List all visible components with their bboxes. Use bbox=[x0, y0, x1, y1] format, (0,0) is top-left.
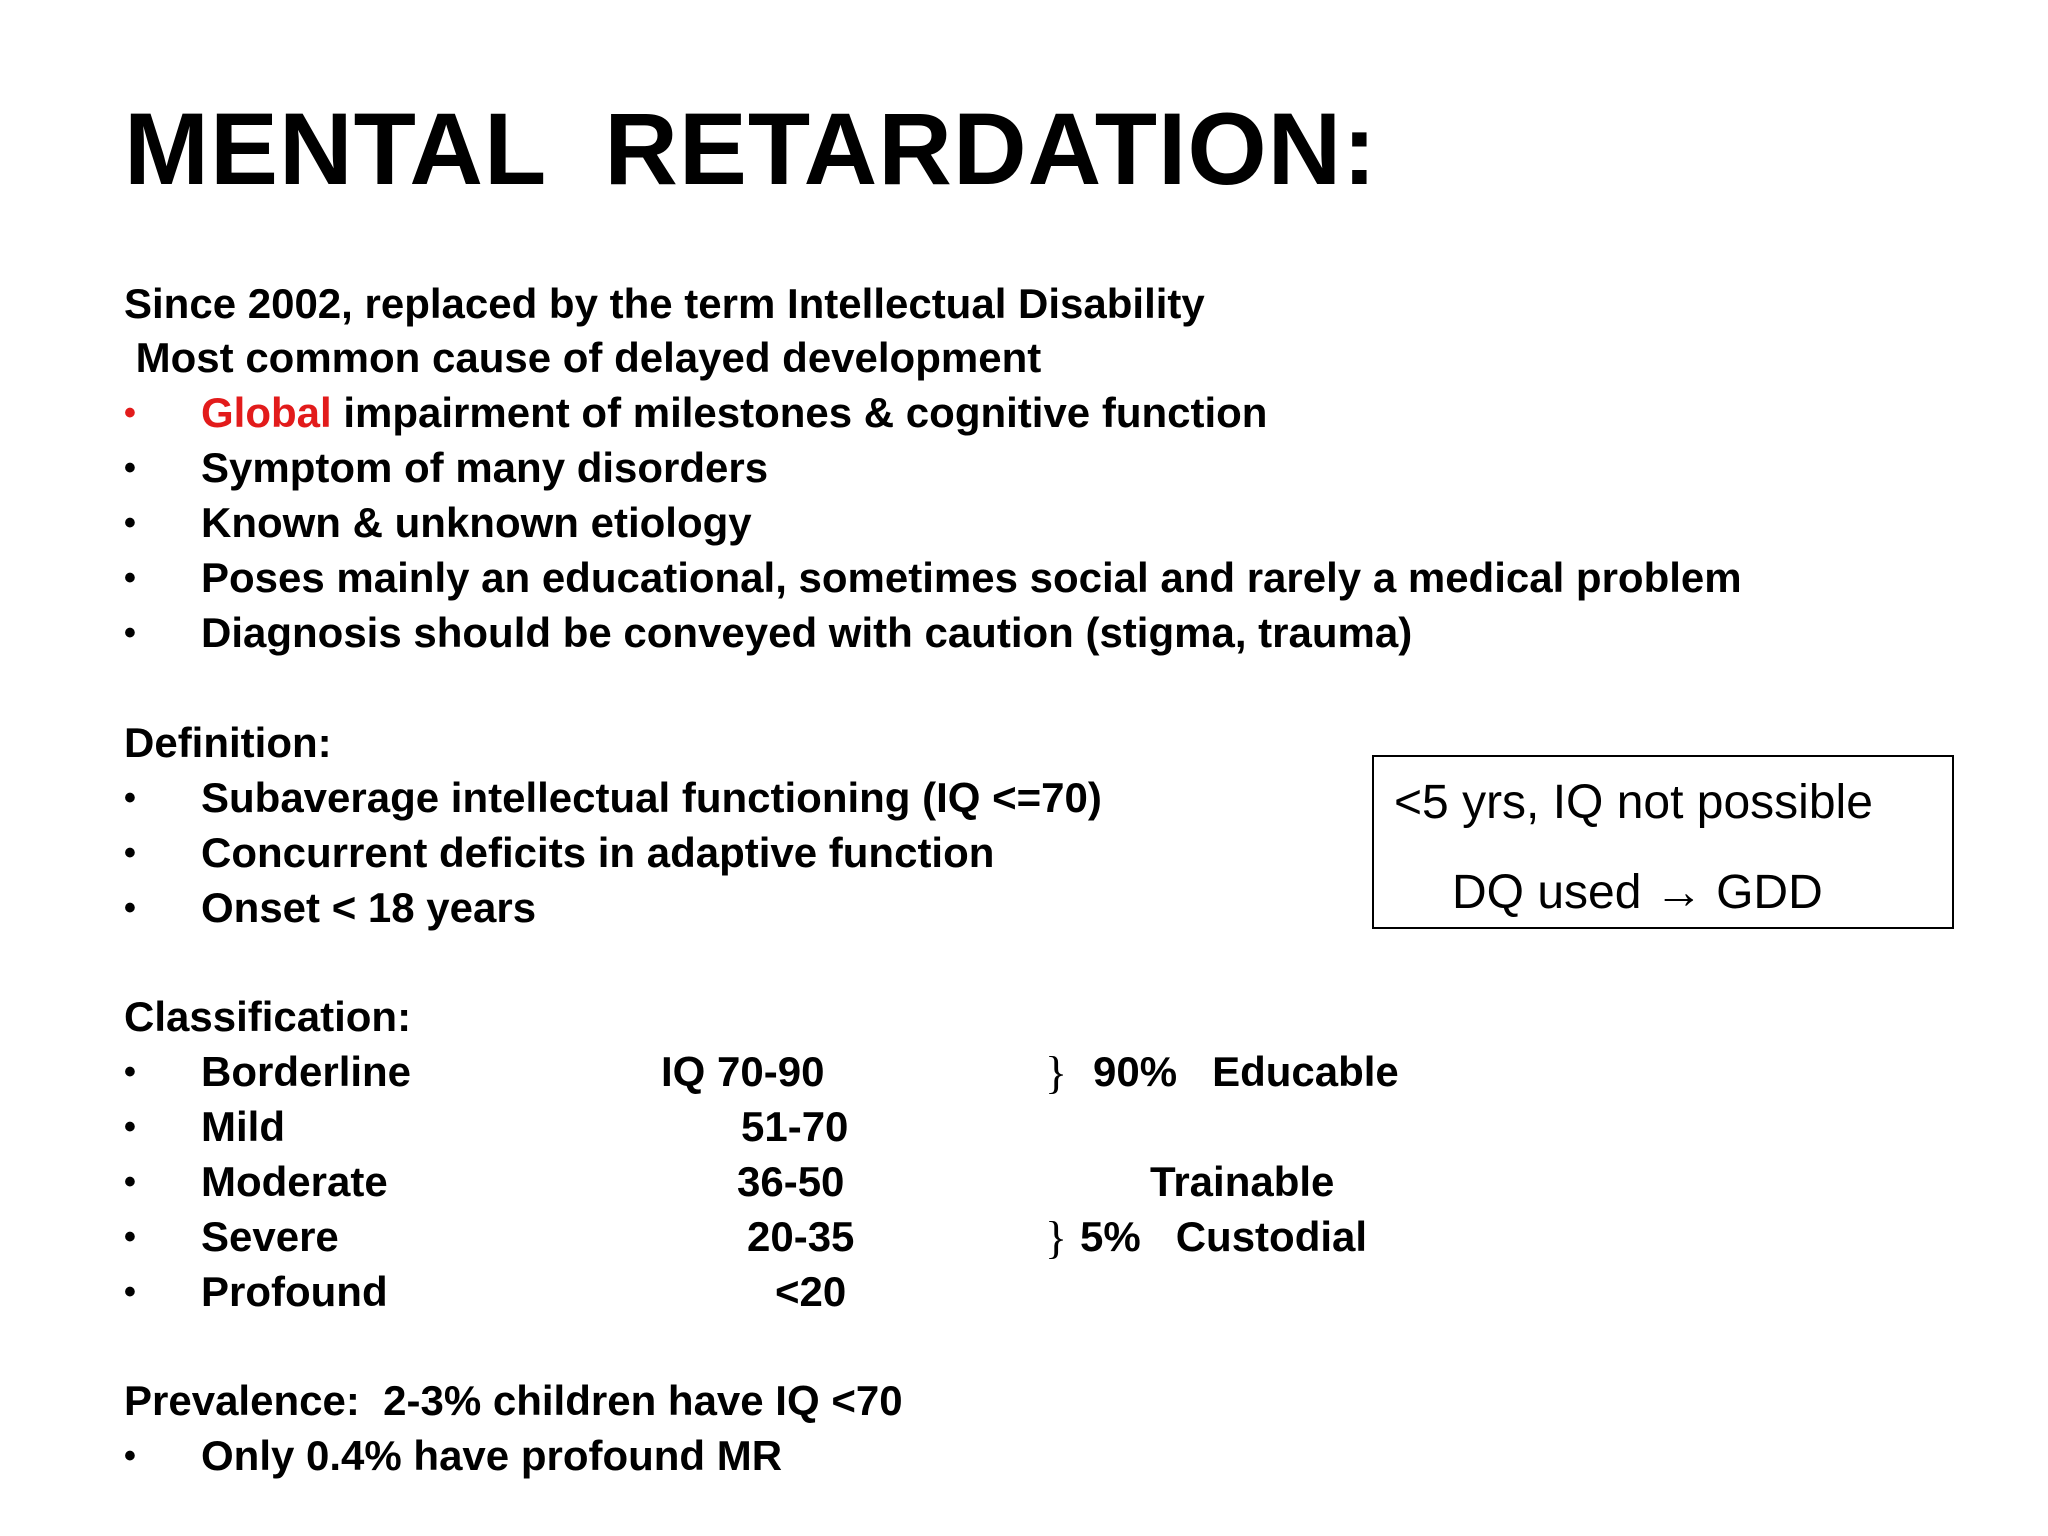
prevalence-bullet: Only 0.4% have profound MR bbox=[201, 1432, 783, 1479]
bullet-marker: • bbox=[124, 889, 136, 927]
slide-title: MENTAL RETARDATION: bbox=[124, 92, 1378, 206]
definition-bullet-1: Subaverage intellectual functioning (IQ <=70) bbox=[201, 774, 1102, 821]
class-iq-moderate: 36-50 bbox=[737, 1158, 845, 1205]
class-iq-borderline: IQ 70-90 bbox=[661, 1048, 825, 1095]
bullet-marker: • bbox=[124, 559, 136, 597]
group-educable: 90% Educable bbox=[1093, 1048, 1399, 1095]
bullet-marker: • bbox=[124, 1108, 136, 1146]
group-brace: } bbox=[1045, 1047, 1068, 1098]
class-label-mild: Mild bbox=[201, 1103, 285, 1150]
prevalence-heading: Prevalence: 2-3% children have IQ <70 bbox=[124, 1377, 903, 1424]
note-line-1: <5 yrs, IQ not possible bbox=[1394, 776, 1873, 829]
class-iq-profound: <20 bbox=[775, 1268, 847, 1315]
intro-line-1: Since 2002, replaced by the term Intellectual Disability bbox=[124, 280, 1205, 327]
definition-heading: Definition: bbox=[124, 719, 332, 766]
intro-bullet-5: Diagnosis should be conveyed with caution (stigma, trauma) bbox=[201, 609, 1413, 656]
intro-bullet-3: Known & unknown etiology bbox=[201, 499, 752, 546]
highlight-word: Global bbox=[201, 389, 332, 436]
note-line-2: DQ used → GDD bbox=[1452, 866, 1823, 919]
intro-bullet-1 bbox=[201, 389, 1267, 437]
class-label-borderline: Borderline bbox=[201, 1048, 412, 1095]
bullet-marker: • bbox=[124, 394, 136, 432]
bullet-marker: • bbox=[124, 504, 136, 542]
definition-bullet-3: Onset < 18 years bbox=[201, 884, 537, 931]
classification-heading: Classification: bbox=[124, 993, 412, 1040]
bullet-marker: • bbox=[124, 449, 136, 487]
bullet-marker: • bbox=[124, 834, 136, 872]
group-trainable: Trainable bbox=[1150, 1158, 1335, 1205]
bullet-marker: • bbox=[124, 1053, 136, 1091]
bullet-marker: • bbox=[124, 1218, 136, 1256]
class-label-moderate: Moderate bbox=[201, 1158, 388, 1205]
bullet-marker: • bbox=[124, 1163, 136, 1201]
bullet-marker: • bbox=[124, 1437, 136, 1475]
intro-bullet-2: Symptom of many disorders bbox=[201, 444, 769, 491]
intro-bullet-4: Poses mainly an educational, sometimes social and rarely a medical problem bbox=[201, 554, 1742, 601]
group-custodial: 5% Custodial bbox=[1080, 1213, 1368, 1260]
class-label-profound: Profound bbox=[201, 1268, 388, 1315]
group-brace: } bbox=[1045, 1212, 1068, 1263]
definition-bullet-2: Concurrent deficits in adaptive function bbox=[201, 829, 995, 876]
class-label-severe: Severe bbox=[201, 1213, 339, 1260]
class-iq-mild: 51-70 bbox=[741, 1103, 849, 1150]
note-box bbox=[1372, 755, 1954, 929]
bullet-marker: • bbox=[124, 1273, 136, 1311]
intro-line-2: Most common cause of delayed development bbox=[124, 334, 1042, 381]
bullet-text: impairment of milestones & cognitive function bbox=[331, 389, 1268, 436]
bullet-marker: • bbox=[124, 779, 136, 817]
class-iq-severe: 20-35 bbox=[747, 1213, 855, 1260]
bullet-marker: • bbox=[124, 614, 136, 652]
